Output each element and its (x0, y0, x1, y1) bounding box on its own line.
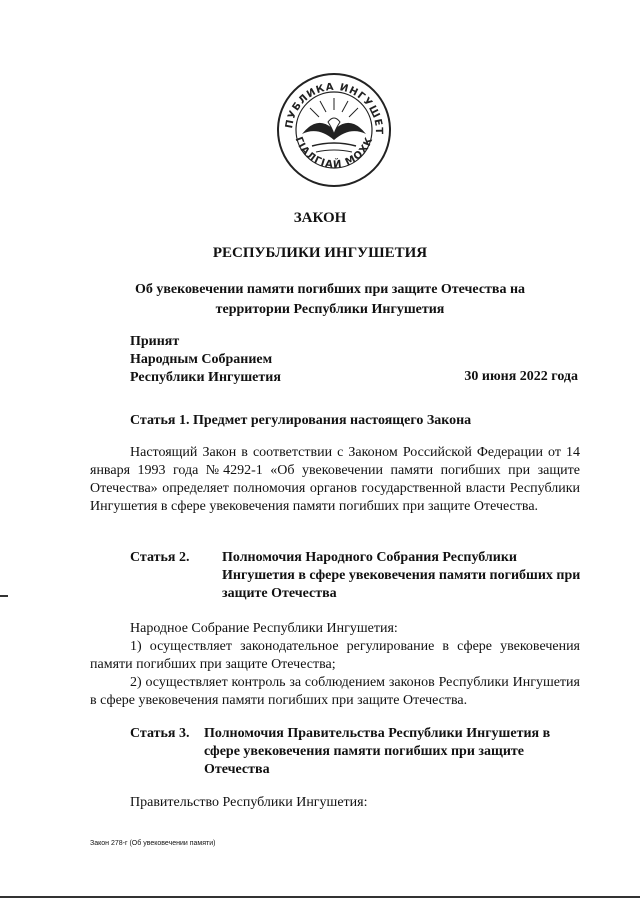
coat-of-arms-icon (274, 70, 394, 190)
article-3-number: Статья 3. (130, 726, 190, 741)
adopted-line-3: Республики Ингушетия (130, 370, 281, 385)
svg-text:ГІАЛГІАЙ МОХК (293, 135, 376, 170)
footer-note: Закон 278-г (Об увековечении памяти) (90, 840, 216, 847)
article-2-intro: Народное Собрание Республики Ингушетия: (130, 621, 398, 636)
emblem-top-text: ПУБЛИКА ИНГУШЕТ (284, 81, 385, 136)
document-title: ЗАКОН (293, 210, 347, 226)
article-2-heading (130, 549, 585, 603)
adopted-block (130, 333, 281, 387)
scan-edge-mark (0, 595, 8, 597)
article-2-item-1: 1) осуществляет законодательное регулирование в сфере увековечения памяти погибших при защите Отечества; (90, 639, 580, 672)
svg-text:РЕСПУБЛИКА ИНГУШЕТИЯ (274, 70, 384, 135)
adopted-date: 30 июня 2022 года (464, 369, 578, 384)
scan-bottom-edge (0, 896, 640, 898)
article-1-text: Настоящий Закон в соответствии с Законом Российской Федерации от 14 января 1993 года №4292-1 «Об увековечении памяти погибших при защите Отечества» определяет полномочия органов государственной власти Республики Ингушетия в сфере увековечения памяти погибших при защите Отечества. (90, 445, 580, 514)
article-2-number: Статья 2. (130, 550, 190, 565)
article-3-heading (130, 725, 585, 779)
article-3-title: Полномочия Правительства Республики Ингушетия в сфере увековечения памяти погибших при защите Отечества (204, 726, 551, 777)
article-2-title: Полномочия Народного Собрания Республики Ингушетия в сфере увековечения памяти погибших при защите Отечества (222, 550, 581, 601)
emblem-bottom-text: ГІАЛГІАЙ МОХК (292, 135, 376, 171)
article-2-item-2: 2) осуществляет контроль за соблюдением законов Республики Ингушетия в сфере увековечения памяти погибших при защите Отечества. (90, 675, 580, 708)
adopted-line-2: Народным Собранием (130, 352, 273, 367)
article-1-heading: Статья 1. Предмет регулирования настоящего Закона (130, 413, 472, 428)
article-3-intro: Правительство Республики Ингушетия: (130, 795, 368, 810)
adopted-line-1: Принят (130, 334, 180, 349)
document-subject: Об увековечении памяти погибших при защите Отечества на территории Республики Ингушетия (134, 282, 526, 317)
document-republic: РЕСПУБЛИКИ ИНГУШЕТИЯ (212, 245, 428, 261)
